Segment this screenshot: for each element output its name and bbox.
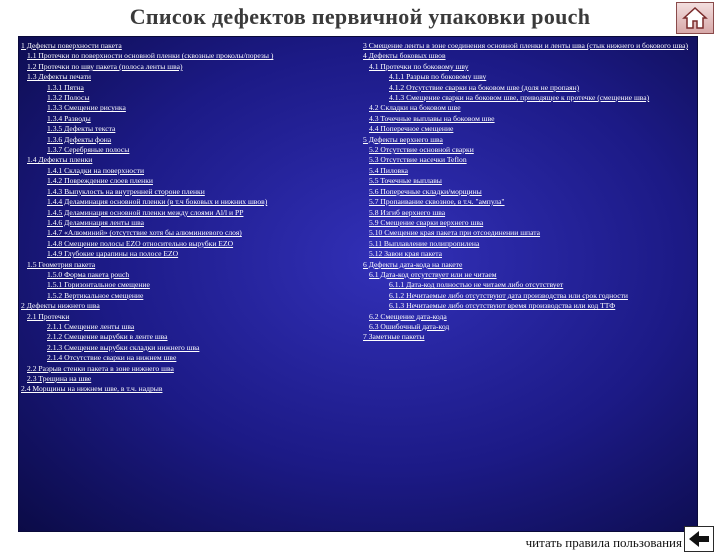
defect-link[interactable] [21, 280, 359, 290]
defect-link[interactable] [21, 114, 359, 124]
defect-link[interactable] [21, 343, 359, 353]
defect-link-label: 5 Дефекты верхнего шва [363, 134, 443, 144]
home-button[interactable] [676, 2, 714, 34]
back-button[interactable] [684, 526, 714, 552]
defect-link-label: 1.3.3 Смещение рисунка [47, 103, 126, 113]
defect-link[interactable] [21, 291, 359, 301]
defect-link-label: 5.2 Отсутствие основной сварки [369, 145, 474, 155]
defect-link-label: 1.3.5 Дефекты текста [47, 124, 116, 134]
defect-link-label: 1.4.9 Глубокие царапины на полосе EZO [47, 249, 179, 259]
defect-link[interactable] [21, 228, 359, 238]
defect-link-label: 1.5.0 Форма пакета pouch [47, 269, 130, 279]
defect-link-label: 6.1.3 Нечитаемые либо отсутствуют время производства или код ТТФ [389, 301, 616, 311]
defect-link[interactable] [363, 124, 691, 134]
defect-link[interactable] [363, 197, 691, 207]
defect-link-label: 5.12 Завои края пакета [369, 249, 442, 259]
defect-link-label: 5.5 Точечные выплавы [369, 176, 442, 186]
defect-link[interactable] [21, 62, 359, 72]
defect-link-label: 2.1.2 Смещение вырубки в ленте шва [47, 332, 168, 342]
defect-link[interactable] [363, 72, 691, 82]
left-defect-column [21, 41, 359, 395]
defect-link-label: 5.8 Изгиб верхнего шва [369, 207, 446, 217]
defect-link-label: 3 Смещение ленты в зоне соединения основной пленки и ленты шва (стык нижнего и бокового шва) [363, 41, 688, 50]
defect-link-label: 4.2 Складки на боковом шве [369, 103, 461, 113]
defect-link[interactable] [363, 103, 691, 113]
defect-link[interactable] [363, 228, 691, 238]
defect-link-label: 5.9 Смещение сварки верхнего шва [369, 217, 484, 227]
defect-link-label: 5.10 Смещение края пакета при отсоединении шпата [369, 228, 541, 238]
defect-link[interactable] [363, 155, 691, 165]
back-arrow-icon [687, 529, 711, 549]
defects-slide [18, 36, 698, 532]
defect-link[interactable] [363, 166, 691, 176]
defect-link-label: 1 Дефекты поверхности пакета [21, 41, 122, 50]
defect-link-label: 7 Заметные пакеты [363, 332, 425, 342]
defect-link[interactable] [21, 260, 359, 270]
defect-link-label: 1.4.7 «Алюминий» (отсутствие хотя бы алюминиевого слоя) [47, 228, 242, 238]
defect-link[interactable] [21, 249, 359, 259]
defect-link-label: 1.1 Протечки по поверхности основной пленки (сквозные проколы/порезы ) [27, 51, 274, 61]
defect-link[interactable] [21, 166, 359, 176]
defect-link-label: 1.3.2 Полосы [47, 93, 90, 103]
defect-link-label: 1.5.1 Горизонтальное смещение [47, 280, 150, 290]
defect-link[interactable] [21, 197, 359, 207]
defect-link[interactable] [21, 353, 359, 363]
defect-link-label: 4.3 Точечные выплавы на боковом шве [369, 113, 495, 123]
defect-link[interactable] [363, 270, 691, 280]
defect-link-label: 5.7 Пропаивание сквозное, в т.ч. "ампула" [369, 197, 505, 207]
defect-link-label: 6 Дефекты дата-кода на пакете [363, 259, 463, 269]
defect-link[interactable] [21, 93, 359, 103]
defect-link[interactable] [363, 114, 691, 124]
defect-link[interactable] [21, 72, 359, 82]
defect-link-label: 4.1.1 Разрыв по боковому шву [389, 72, 487, 82]
defect-link[interactable] [21, 103, 359, 113]
defect-link[interactable] [21, 208, 359, 218]
defect-link-label: 6.3 Ошибочный дата-код [369, 321, 450, 331]
right-defect-column [363, 41, 691, 343]
defect-link-label: 4.1.3 Смещение сварки на боковом шве, приводящее к протечке (смещение шва) [389, 93, 650, 103]
defect-link[interactable] [363, 291, 691, 301]
defect-link[interactable] [21, 374, 359, 384]
defect-link-label: 2 Дефекты нижнего шва [21, 301, 100, 311]
page-title: Список дефектов первичной упаковки pouch [129, 4, 591, 29]
defect-link-label: 1.5 Геометрия пакета [27, 259, 96, 269]
defect-link-label: 1.3 Дефекты печати [27, 72, 91, 82]
defect-link[interactable] [363, 260, 691, 270]
defect-link[interactable] [363, 312, 691, 322]
defect-link-label: 2.1.4 Отсутствие сварки на нижнем шве [47, 353, 177, 363]
defect-link[interactable] [21, 83, 359, 93]
defect-link[interactable] [363, 176, 691, 186]
defect-link-label: 1.5.2 Вертикальное смещение [47, 290, 144, 300]
defect-link-label: 2.1.3 Смещение вырубки складки нижнего шва [47, 342, 200, 352]
defect-link-label: 1.3.1 Пятна [47, 82, 84, 92]
defect-link-label: 5.4 Пиловка [369, 165, 409, 175]
defect-link-label: 5.3 Отсутствие насечки Teflon [369, 155, 467, 165]
defect-link[interactable] [363, 187, 691, 197]
defect-link-label: 4.4 Поперечное смещение [369, 124, 454, 134]
defect-link[interactable] [363, 280, 691, 290]
defect-link-label: 6.1.2 Нечитаемые либо отсутствуют дата производства или срок годности [389, 290, 628, 300]
defect-link-label: 1.4.4 Деламинация основной пленки (в т.ч боковых и нижних швов) [47, 197, 268, 207]
defect-link-label: 1.3.7 Серебряные полосы [47, 145, 130, 155]
defect-link[interactable] [363, 51, 691, 61]
defect-link[interactable] [21, 322, 359, 332]
defect-link[interactable] [363, 332, 691, 342]
defect-link-label: 1.3.4 Разводы [47, 113, 91, 123]
defect-link-label: 1.4.6 Деламинация ленты шва [47, 217, 144, 227]
defect-link-label: 4 Дефекты боковых швов [363, 51, 446, 61]
defect-link[interactable] [21, 364, 359, 374]
defect-link-label: 1.4.5 Деламинация основной пленки между слоями Al/l и PP [47, 207, 244, 217]
defect-link-label: 1.4.8 Смещение полосы EZO относительно вырубки EZO [47, 238, 234, 248]
defect-link[interactable] [21, 301, 359, 311]
defect-link[interactable] [363, 62, 691, 72]
defect-link-label: 4.1 Протечки по боковому шву [369, 61, 469, 71]
defect-link-label: 4.1.2 Отсутствие сварки на боковом шве (доля не пропаян) [389, 82, 580, 92]
defect-link[interactable] [363, 218, 691, 228]
defect-link[interactable] [21, 51, 359, 61]
defect-link[interactable] [21, 218, 359, 228]
defect-link[interactable] [21, 239, 359, 249]
defect-link[interactable] [21, 176, 359, 186]
defect-link[interactable] [21, 41, 359, 51]
defect-link[interactable] [21, 145, 359, 155]
defect-link-label: 2.2 Разрыв стенки пакета в зоне нижнего шва [27, 363, 174, 373]
defect-link-label: 2.1 Протечки [27, 311, 70, 321]
defect-link[interactable] [363, 249, 691, 259]
defect-link[interactable] [363, 239, 691, 249]
defect-link[interactable] [363, 208, 691, 218]
defect-link[interactable] [21, 384, 359, 394]
defect-link-label: 2.4 Морщины на нижнем шве, в т.ч. надрыв [21, 384, 163, 394]
defect-link-label: 1.3.6 Дефекты фона [47, 134, 112, 144]
defect-link[interactable] [21, 124, 359, 134]
defect-link-label: 1.2 Протечки по шву пакета (полоса ленты шва) [27, 61, 183, 71]
defect-link-label: 5.6 Поперечные складки/морщины [369, 186, 482, 196]
defect-link-label: 2.3 Трещина на шве [27, 374, 92, 383]
defect-link-label: 1.4 Дефекты пленки [27, 155, 93, 165]
defect-link[interactable] [21, 270, 359, 280]
defect-link[interactable] [363, 41, 691, 51]
defect-link-label: 6.1 Дата-код отсутствует или не читаем [369, 269, 497, 279]
defect-link[interactable] [21, 312, 359, 322]
defect-link-label: 6.1.1 Дата-код полностью не читаем либо отсутствует [389, 280, 564, 290]
defect-link[interactable] [363, 83, 691, 93]
defect-link[interactable] [21, 187, 359, 197]
defect-link[interactable] [21, 332, 359, 342]
defect-link-label: 2.1.1 Смещение ленты шва [47, 321, 135, 331]
defect-link-label: 1.4.3 Выпуклость на внутренней стороне пленки [47, 186, 205, 196]
defect-link[interactable] [363, 301, 691, 311]
defect-link[interactable] [363, 322, 691, 332]
defect-link-label: 5.11 Выплавление полипропилена [369, 238, 480, 248]
defect-link[interactable] [21, 155, 359, 165]
home-icon [682, 6, 708, 30]
defect-link-label: 1.4.1 Складки на поверхности [47, 165, 145, 175]
defect-link-label: 1.4.2 Повреждение слоев пленки [47, 176, 153, 186]
defect-link[interactable] [363, 135, 691, 145]
defect-link-label: 6.2 Смещение дата-кода [369, 311, 447, 321]
defect-link[interactable] [21, 135, 359, 145]
rules-link[interactable]: читать правила пользования [525, 535, 682, 550]
defect-link[interactable] [363, 145, 691, 155]
defect-link[interactable] [363, 93, 691, 103]
